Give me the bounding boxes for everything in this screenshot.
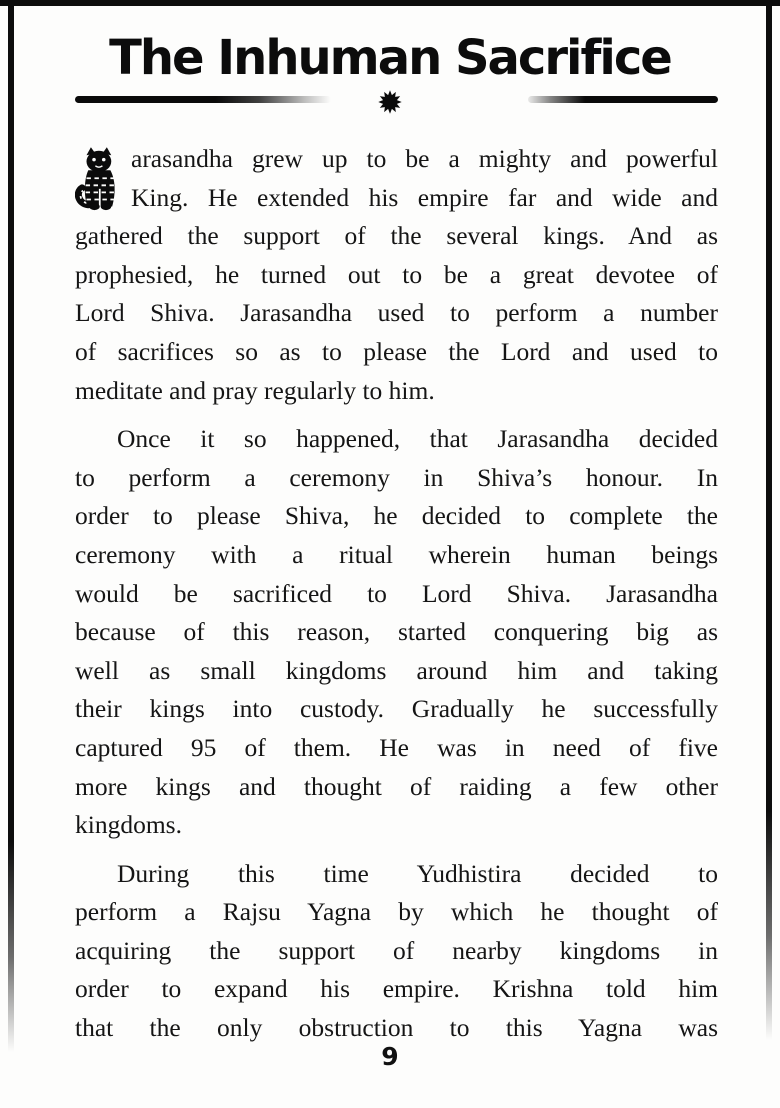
ink-splat-icon [372,84,408,120]
text-line: gathered the support of the several kings. And as [75,221,718,251]
paragraph [75,855,718,1048]
text-line: would be sacrificed to Lord Shiva. Jarasandha [75,578,718,608]
scan-edge-top [0,0,780,6]
paragraph [75,420,718,845]
tiger-dropcap-icon [75,145,121,215]
page-title: The Inhuman Sacrifice [109,30,671,86]
text-line: perform a Rajsu Yagna by which he thought of [75,897,718,927]
text-line: well as small kingdoms around him and taking [75,655,718,685]
text-line: kingdoms. [75,810,182,840]
text-line: Lord Shiva. Jarasandha used to perform a number [75,298,718,328]
text-line: that the only obstruction to this Yagna was [75,1013,718,1043]
text-line: During this time Yudhistira decided to [117,858,718,888]
text-line: ceremony with a ritual wherein human beings [75,539,718,569]
scan-edge-left [8,0,14,1052]
text-line: to perform a ceremony in Shiva’s honour. In [75,462,718,492]
text-line: order to please Shiva, he decided to complete the [75,501,718,531]
scan-edge-right [766,0,772,1040]
text-line: meditate and pray regularly to him. [75,375,435,405]
page-number: 9 [381,1042,399,1071]
paragraph [75,140,718,410]
text-line: King. He extended his empire far and wide and [131,182,718,212]
text-line: prophesied, he turned out to be a great devotee of [75,259,718,289]
story-text [75,140,718,1048]
text-line: captured 95 of them. He was in need of five [75,732,718,762]
title-rule-left [75,96,331,103]
text-line: order to expand his empire. Krishna told him [75,974,718,1004]
title-rule-right [528,96,718,103]
text-line: acquiring the support of nearby kingdoms in [75,935,718,965]
text-line: arasandha grew up to be a mighty and powerful [131,144,718,173]
text-line: Once it so happened, that Jarasandha decided [117,424,718,454]
text-line: of sacrifices so as to please the Lord and used to [75,336,718,366]
text-line: more kings and thought of raiding a few other [75,771,718,801]
text-line: their kings into custody. Gradually he successfully [75,694,718,724]
text-line: because of this reason, started conquering big as [75,617,718,647]
